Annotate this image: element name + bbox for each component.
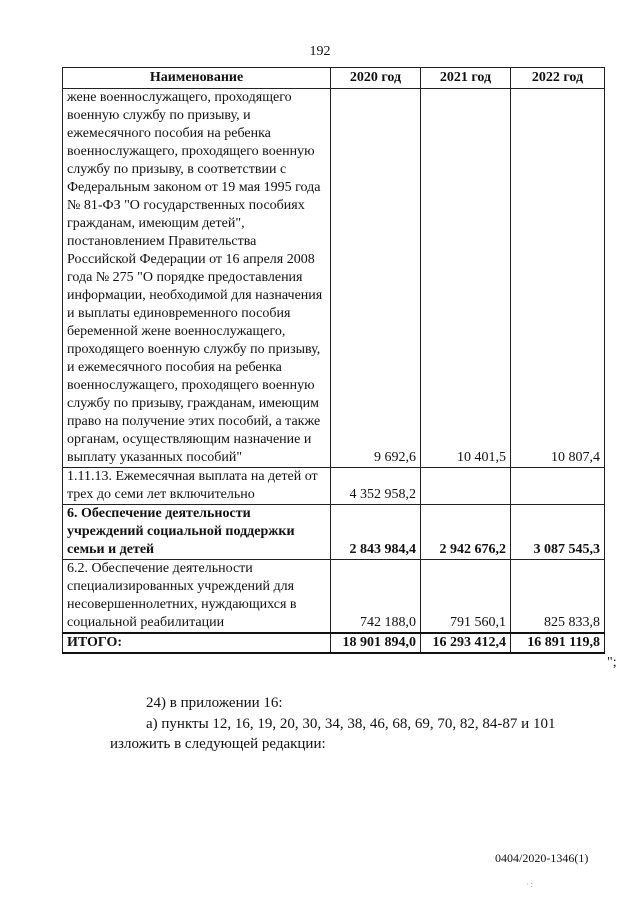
row-value-2020: 742 188,0 (331, 560, 421, 634)
row-value-2020: 9 692,6 (331, 89, 421, 468)
table-row (63, 89, 605, 468)
row-value-2022 (511, 468, 605, 505)
amendment-continuation: изложить в следующей редакции: (110, 736, 326, 752)
row-value-2022: 3 087 545,3 (511, 505, 605, 560)
table-row (63, 505, 605, 560)
row-value-2020: 4 352 958,2 (331, 468, 421, 505)
total-label: ИТОГО: (63, 633, 331, 653)
row-name: 6. Обеспечение деятельности учреждений социальной поддержки семьи и детей (63, 505, 331, 560)
col-header-2021: 2021 год (421, 68, 511, 89)
table-row (63, 560, 605, 634)
total-value-2021: 16 293 412,4 (421, 633, 511, 653)
row-name: 1.11.13. Ежемесячная выплата на детей от трех до семи лет включительно (63, 468, 331, 505)
table-total-row (63, 633, 605, 653)
total-value-2020: 18 901 894,0 (331, 633, 421, 653)
row-value-2020: 2 843 984,4 (331, 505, 421, 560)
row-value-2022: 825 833,8 (511, 560, 605, 634)
col-header-2022: 2022 год (511, 68, 605, 89)
scan-artifact: · : (526, 880, 533, 889)
row-name: 6.2. Обеспечение деятельности специализированных учреждений для несовершеннолетних, нуждающихся в социальной реабилитации (63, 560, 331, 634)
table-row (63, 468, 605, 505)
amendment-subitem: а) пункты 12, 16, 19, 20, 30, 34, 38, 46, 68, 69, 70, 82, 84-87 и 101 (146, 716, 556, 732)
row-name: жене военнослужащего, проходящего военную службу по призыву, и ежемесячного пособия на ребенка военнослужащего, проходящего военную службу по призыву, в соответствии с Федеральным законом от 19 мая 1995 года № 81-ФЗ "О государственных пособиях гражданам, имеющим детей", постановлением Правительства Российской Федерации от 16 апреля 2008 года № 275 "О порядке предоставления информации, необходимой для назначения и выплаты единовременного пособия беременной жене военнослужащего, проходящего военную службу по призыву, и ежемесячного пособия на ребенка военнослужащего, проходящего военную службу по призыву, гражданам, имеющим право на получение этих пособий, а также органам, осуществляющим назначение и выплату указанных пособий" (63, 89, 331, 468)
col-header-name: Наименование (63, 68, 331, 89)
budget-table (62, 67, 605, 654)
document-code: 0404/2020-1346(1) (495, 851, 589, 865)
row-value-2021: 10 401,5 (421, 89, 511, 468)
amendment-item: 24) в приложении 16: (146, 695, 283, 711)
table-header-row (63, 68, 605, 89)
row-value-2021: 791 560,1 (421, 560, 511, 634)
total-value-2022: 16 891 119,8 (511, 633, 605, 653)
row-value-2021 (421, 468, 511, 505)
closing-quote-mark: "; (607, 655, 617, 670)
page-number: 192 (309, 44, 331, 59)
row-value-2022: 10 807,4 (511, 89, 605, 468)
col-header-2020: 2020 год (331, 68, 421, 89)
row-value-2021: 2 942 676,2 (421, 505, 511, 560)
